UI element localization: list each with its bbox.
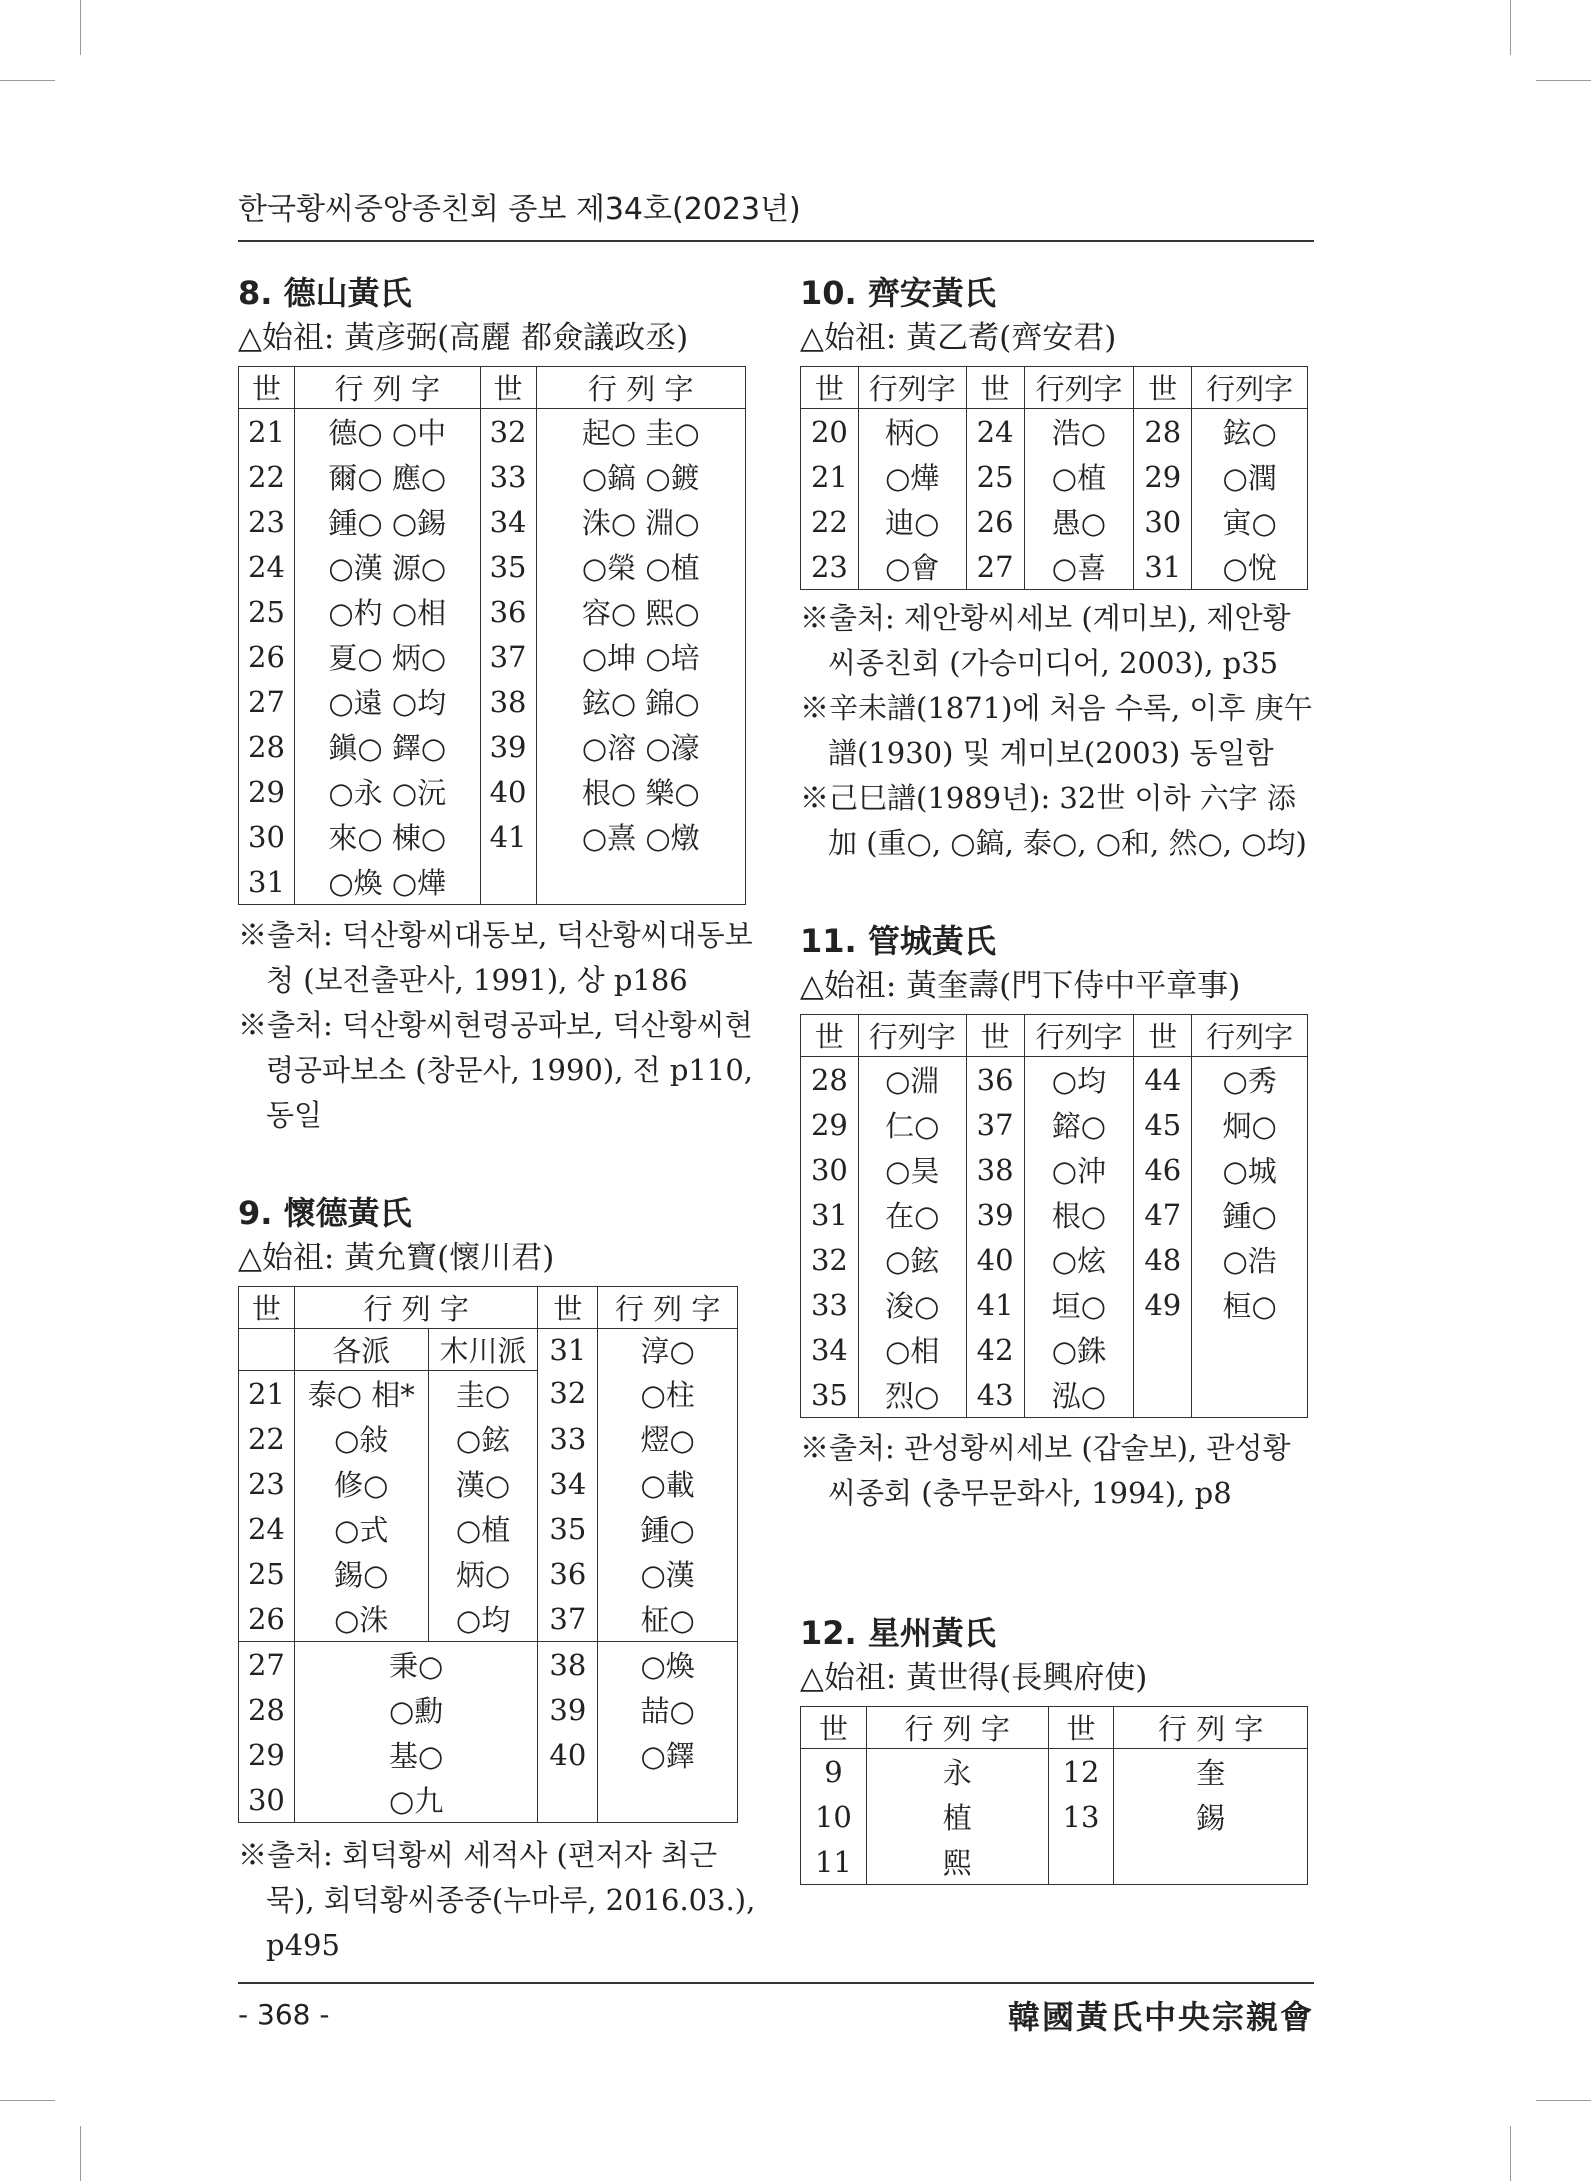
cell: 鉉○ 錦○: [536, 679, 746, 724]
col-header: 世: [239, 1287, 295, 1329]
col-header: 行 列 字: [294, 1287, 538, 1329]
cell: [536, 859, 746, 905]
cell: ○勳: [294, 1687, 538, 1732]
col-header: 世: [239, 367, 295, 409]
col-header: 世: [801, 1015, 859, 1057]
cell: 44: [1134, 1057, 1192, 1103]
cell: 浚○: [858, 1282, 966, 1327]
col-header: 世: [966, 1015, 1024, 1057]
cell: 34: [480, 499, 536, 544]
cell: 26: [966, 499, 1024, 544]
col-header: 世: [1134, 367, 1192, 409]
cell: ○柱: [598, 1371, 738, 1417]
col-header: 行列字: [858, 367, 966, 409]
right-column: [800, 272, 1315, 1885]
cell: 愚○: [1024, 499, 1134, 544]
cell: 圭○: [428, 1371, 538, 1417]
cell: 24: [239, 1506, 295, 1551]
cell: 23: [239, 1461, 295, 1506]
cell: ○永 ○沅: [294, 769, 480, 814]
cell: 31: [239, 859, 295, 905]
cell: 30: [801, 1147, 859, 1192]
cell: 容○ 熙○: [536, 589, 746, 634]
cell: ○煥 ○燁: [294, 859, 480, 905]
cell: 秉○: [294, 1642, 538, 1688]
cell: [239, 1329, 295, 1371]
cell: 垣○: [1024, 1282, 1134, 1327]
cell: 46: [1134, 1147, 1192, 1192]
cell: 40: [966, 1237, 1024, 1282]
cell: 28: [239, 1687, 295, 1732]
cell: 13: [1048, 1794, 1114, 1839]
cell: 起○ 圭○: [536, 409, 746, 455]
cell: 39: [538, 1687, 598, 1732]
cell: 爾○ 應○: [294, 454, 480, 499]
cell: 38: [538, 1642, 598, 1688]
cell: 熤○: [598, 1416, 738, 1461]
cell: ○銖: [1024, 1327, 1134, 1372]
cell: 35: [801, 1372, 859, 1418]
cell: 30: [239, 1777, 295, 1823]
section-9: [238, 1192, 758, 1968]
cell: 29: [239, 769, 295, 814]
col-header: 世: [801, 1707, 867, 1749]
cell: 烈○: [858, 1372, 966, 1418]
cell: 浩○: [1024, 409, 1134, 455]
cell: 29: [1134, 454, 1192, 499]
cell: 24: [239, 544, 295, 589]
founder-line: △始祖: 黃乙耉(齊安君): [800, 320, 1117, 356]
cell: 永: [866, 1749, 1048, 1795]
cell: 鍾○: [598, 1506, 738, 1551]
col-header: 行列字: [1024, 1015, 1134, 1057]
footer-rule: [238, 1982, 1314, 1984]
cell: ○植: [428, 1506, 538, 1551]
col-header: 世: [480, 367, 536, 409]
cell: 鉉○: [1192, 409, 1308, 455]
cell: 29: [801, 1102, 859, 1147]
founder-line: △始祖: 黃奎壽(門下侍中平章事): [800, 968, 1241, 1004]
cell: 漢○: [428, 1461, 538, 1506]
section-title: 8. 德山黃氏: [238, 274, 412, 312]
cell: 鎔○: [1024, 1102, 1134, 1147]
cell: 德○ ○中: [294, 409, 480, 455]
col-header: 行 列 字: [598, 1287, 738, 1329]
cell: 23: [239, 499, 295, 544]
cell: ○城: [1192, 1147, 1308, 1192]
cell: ○溶 ○濠: [536, 724, 746, 769]
cell: 47: [1134, 1192, 1192, 1237]
cell: ○榮 ○植: [536, 544, 746, 589]
cell: 37: [480, 634, 536, 679]
cell: 39: [966, 1192, 1024, 1237]
cell: 30: [1134, 499, 1192, 544]
cell: ○淵: [858, 1057, 966, 1103]
cell: [538, 1777, 598, 1823]
cell: 34: [538, 1461, 598, 1506]
source-note: ※辛未譜(1871)에 처음 수록, 이후 庚午譜(1930) 및 계미보(2003) 동일함: [800, 691, 1313, 770]
cell: 30: [239, 814, 295, 859]
cell: 31: [1134, 544, 1192, 590]
cell: 10: [801, 1794, 867, 1839]
source-note: ※출처: 덕산황씨대동보, 덕산황씨대동보청 (보전출판사, 1991), 상 p186: [238, 918, 753, 997]
source-note: ※출처: 관성황씨세보 (갑술보), 관성황씨종회 (충무문화사, 1994), p8: [800, 1431, 1291, 1510]
cell: 桓○: [1192, 1282, 1308, 1327]
cell: [480, 859, 536, 905]
col-header: 世: [1134, 1015, 1192, 1057]
cell: 35: [538, 1506, 598, 1551]
cell: 基○: [294, 1732, 538, 1777]
cell: 來○ 棟○: [294, 814, 480, 859]
subheader: 木川派: [428, 1329, 538, 1371]
cell: 45: [1134, 1102, 1192, 1147]
cell: ○會: [858, 544, 966, 590]
cell: 迪○: [858, 499, 966, 544]
col-header: 行 列 字: [1114, 1707, 1308, 1749]
cell: [1192, 1372, 1308, 1418]
cell: ○遠 ○均: [294, 679, 480, 724]
generation-table: [238, 366, 746, 905]
cell: ○熹 ○燉: [536, 814, 746, 859]
cell: ○喜: [1024, 544, 1134, 590]
cell: 鍾○ ○錫: [294, 499, 480, 544]
cell: 熙: [866, 1839, 1048, 1885]
cell: 40: [538, 1732, 598, 1777]
cell: 修○: [294, 1461, 428, 1506]
cell: ○坤 ○培: [536, 634, 746, 679]
cell: 34: [801, 1327, 859, 1372]
cell: 淳○: [598, 1329, 738, 1371]
source-note: ※출처: 제안황씨세보 (계미보), 제안황씨종친회 (가승미디어, 2003), p35: [800, 601, 1291, 680]
cell: 柄○: [858, 409, 966, 455]
cell: 31: [538, 1329, 598, 1371]
crop-mark: [1536, 80, 1591, 81]
col-header: 世: [966, 367, 1024, 409]
running-header: [238, 190, 1314, 242]
cell: ○鐸: [598, 1732, 738, 1777]
cell: 32: [538, 1371, 598, 1417]
crop-mark: [1510, 2126, 1511, 2181]
cell: 錫: [1114, 1794, 1308, 1839]
col-header: 行 列 字: [294, 367, 480, 409]
crop-mark: [1536, 2100, 1591, 2101]
cell: ○燁: [858, 454, 966, 499]
cell: 奎: [1114, 1749, 1308, 1795]
cell: 42: [966, 1327, 1024, 1372]
cell: 37: [538, 1596, 598, 1642]
source-note: ※출처: 회덕황씨 세적사 (편저자 최근묵), 회덕황씨종중(누마루, 2016.03.), p495: [238, 1838, 756, 1962]
cell: 23: [801, 544, 859, 590]
col-header: 世: [1048, 1707, 1114, 1749]
left-column: [238, 272, 758, 1968]
cell: 22: [239, 454, 295, 499]
cell: 在○: [858, 1192, 966, 1237]
cell: 11: [801, 1839, 867, 1885]
generation-table: [800, 1706, 1308, 1885]
cell: 25: [239, 589, 295, 634]
founder-line: △始祖: 黃彦弼(高麗 都僉議政丞): [238, 320, 689, 356]
crop-mark: [0, 2100, 55, 2101]
cell: 根○: [1024, 1192, 1134, 1237]
col-header: 行列字: [1192, 367, 1308, 409]
cell: 36: [538, 1551, 598, 1596]
cell: ○杓 ○相: [294, 589, 480, 634]
section-title: 10. 齊安黃氏: [800, 274, 996, 312]
cell: 22: [801, 499, 859, 544]
cell: 9: [801, 1749, 867, 1795]
generation-table: [800, 366, 1308, 590]
cell: ○洙: [294, 1596, 428, 1642]
cell: [1192, 1327, 1308, 1372]
crop-mark: [1510, 0, 1511, 55]
cell: [1134, 1372, 1192, 1418]
cell: ○均: [428, 1596, 538, 1642]
col-header: 行列字: [1024, 367, 1134, 409]
cell: ○敍: [294, 1416, 428, 1461]
cell: 39: [480, 724, 536, 769]
cell: [1114, 1839, 1308, 1885]
cell: 夏○ 炳○: [294, 634, 480, 679]
cell: 36: [480, 589, 536, 634]
cell: 48: [1134, 1237, 1192, 1282]
header-title: 한국황씨중앙종친회 종보 제34호(2023년): [238, 192, 801, 227]
cell: 32: [801, 1237, 859, 1282]
col-header: 行 列 字: [866, 1707, 1048, 1749]
cell: 20: [801, 409, 859, 455]
cell: 35: [480, 544, 536, 589]
col-header: 行 列 字: [536, 367, 746, 409]
cell: 25: [966, 454, 1024, 499]
section-10: [800, 272, 1315, 866]
cell: [1134, 1327, 1192, 1372]
cell: 24: [966, 409, 1024, 455]
cell: 40: [480, 769, 536, 814]
col-header: 世: [801, 367, 859, 409]
cell: ○炫: [1024, 1237, 1134, 1282]
cell: 25: [239, 1551, 295, 1596]
cell: ○潤: [1192, 454, 1308, 499]
publisher-logo: 韓國黃氏中央宗親會: [1007, 1998, 1314, 2036]
source-note: ※己巳譜(1989년): 32世 이하 六字 添加 (重○, ○鎬, 泰○, ○和, 然○, ○均): [800, 781, 1307, 860]
col-header: 行列字: [858, 1015, 966, 1057]
cell: ○昊: [858, 1147, 966, 1192]
subheader: 各派: [294, 1329, 428, 1371]
cell: 43: [966, 1372, 1024, 1418]
cell: 21: [801, 454, 859, 499]
cell: ○悅: [1192, 544, 1308, 590]
cell: 28: [801, 1057, 859, 1103]
cell: [598, 1777, 738, 1823]
cell: 26: [239, 634, 295, 679]
cell: 27: [966, 544, 1024, 590]
cell: ○九: [294, 1777, 538, 1823]
cell: 植: [866, 1794, 1048, 1839]
founder-line: △始祖: 黃世得(長興府使): [800, 1660, 1148, 1696]
cell: ○式: [294, 1506, 428, 1551]
source-note: ※출처: 덕산황씨현령공파보, 덕산황씨현령공파보소 (창문사, 1990), 전 p110, 동일: [238, 1008, 754, 1132]
cell: 泓○: [1024, 1372, 1134, 1418]
section-11: [800, 920, 1315, 1516]
cell: 鎭○ 鐸○: [294, 724, 480, 769]
cell: [1048, 1839, 1114, 1885]
cell: ○均: [1024, 1057, 1134, 1103]
section-12: [800, 1612, 1315, 1885]
cell: 泰○ 相*: [294, 1371, 428, 1417]
cell: 喆○: [598, 1687, 738, 1732]
cell: 鍾○: [1192, 1192, 1308, 1237]
page-number: - 368 -: [238, 1998, 330, 2031]
cell: ○漢 源○: [294, 544, 480, 589]
cell: ○浩: [1192, 1237, 1308, 1282]
cell: 29: [239, 1732, 295, 1777]
cell: 49: [1134, 1282, 1192, 1327]
cell: ○載: [598, 1461, 738, 1506]
cell: ○秀: [1192, 1057, 1308, 1103]
cell: 33: [538, 1416, 598, 1461]
cell: 28: [1134, 409, 1192, 455]
cell: ○鎬 ○鍍: [536, 454, 746, 499]
crop-mark: [80, 0, 81, 55]
cell: 柾○: [598, 1596, 738, 1642]
cell: 寅○: [1192, 499, 1308, 544]
cell: 26: [239, 1596, 295, 1642]
founder-line: △始祖: 黃允寶(懷川君): [238, 1240, 555, 1276]
crop-mark: [80, 2126, 81, 2181]
col-header: 世: [538, 1287, 598, 1329]
cell: 37: [966, 1102, 1024, 1147]
cell: ○沖: [1024, 1147, 1134, 1192]
section-8: [238, 272, 758, 1138]
cell: 27: [239, 679, 295, 724]
cell: ○漢: [598, 1551, 738, 1596]
cell: 炯○: [1192, 1102, 1308, 1147]
cell: ○植: [1024, 454, 1134, 499]
cell: ○相: [858, 1327, 966, 1372]
cell: 33: [480, 454, 536, 499]
generation-table: [238, 1286, 738, 1823]
cell: 21: [239, 1371, 295, 1417]
cell: 27: [239, 1642, 295, 1688]
cell: 洙○ 淵○: [536, 499, 746, 544]
cell: 32: [480, 409, 536, 455]
section-title: 9. 懷德黃氏: [238, 1194, 412, 1232]
cell: 仁○: [858, 1102, 966, 1147]
cell: 22: [239, 1416, 295, 1461]
cell: 21: [239, 409, 295, 455]
cell: 33: [801, 1282, 859, 1327]
cell: ○煥: [598, 1642, 738, 1688]
cell: 38: [480, 679, 536, 724]
cell: ○鉉: [428, 1416, 538, 1461]
cell: ○鉉: [858, 1237, 966, 1282]
section-title: 12. 星州黃氏: [800, 1614, 996, 1652]
cell: 41: [480, 814, 536, 859]
generation-table: [800, 1014, 1308, 1418]
section-title: 11. 管城黃氏: [800, 922, 996, 960]
cell: 41: [966, 1282, 1024, 1327]
cell: 31: [801, 1192, 859, 1237]
cell: 炳○: [428, 1551, 538, 1596]
cell: 38: [966, 1147, 1024, 1192]
cell: 36: [966, 1057, 1024, 1103]
cell: 錫○: [294, 1551, 428, 1596]
cell: 28: [239, 724, 295, 769]
col-header: 行列字: [1192, 1015, 1308, 1057]
cell: 根○ 樂○: [536, 769, 746, 814]
crop-mark: [0, 80, 55, 81]
cell: 12: [1048, 1749, 1114, 1795]
